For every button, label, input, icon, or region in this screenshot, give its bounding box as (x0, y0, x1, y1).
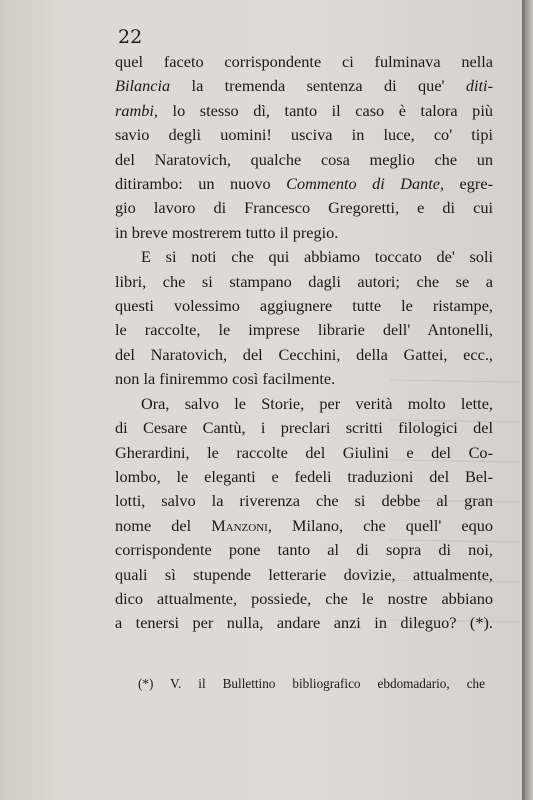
text-run: la tremenda sentenza di que' (170, 76, 466, 96)
text-run: Commento di Dante, (286, 174, 445, 194)
text-line (115, 611, 493, 635)
text-run: egre- (444, 174, 493, 194)
text-run: del Naratovich, del Cecchini, della Gattei, ecc., (115, 344, 493, 364)
text-line (115, 99, 493, 123)
page-number: 22 (118, 26, 143, 48)
text-line (115, 294, 493, 318)
text-run: quel faceto corrispondente ci fulminava nella (115, 52, 493, 71)
text-run: Bilancia (115, 76, 171, 96)
text-line (115, 465, 493, 489)
text-run: E si noti che qui abbiamo toccato de' soli (141, 247, 493, 267)
text-line (115, 270, 493, 294)
text-run: diti- (465, 76, 493, 96)
text-run: a tenersi per nulla, andare anzi in dileguo? (*). (115, 613, 493, 633)
text-line (115, 441, 493, 465)
text-run: questi volessimo aggiugnere tutte le ristampe, (115, 296, 493, 316)
text-run: Gherardini, le raccolte del Giulini e del Co- (115, 442, 493, 462)
body-text (115, 50, 493, 636)
text-line (115, 50, 493, 74)
footnote: (*) V. il Bullettino bibliografico ebdomadario, che (138, 676, 485, 691)
text-line (115, 343, 493, 367)
text-line (115, 221, 493, 245)
text-line (115, 148, 493, 172)
text-run: non la finiremmo così facilmente. (115, 369, 336, 389)
text-run: del Naratovich, qualche cosa meglio che un (115, 149, 493, 169)
text-run: lo stesso dì, tanto il caso è talora più (157, 100, 493, 120)
text-line (115, 514, 493, 538)
text-run: in breve mostrerem tutto il pregio. (115, 222, 339, 242)
text-run: gio lavoro di Francesco Gregoretti, e di cui (115, 198, 493, 218)
text-line (115, 563, 493, 587)
text-run: Ora, salvo le Storie, per verità molto lette, (141, 393, 493, 413)
text-run: lotti, salvo la riverenza che si debbe al gran (115, 491, 493, 511)
text-line (115, 172, 493, 196)
text-run: Milano, che quell' equo (271, 515, 493, 535)
text-run: ditirambo: un nuovo (115, 174, 287, 194)
text-line (115, 587, 493, 611)
text-run: le raccolte, le imprese librarie dell' Antonelli, (115, 320, 493, 340)
text-run: nome del (115, 515, 212, 535)
text-line (115, 318, 493, 342)
text-run: di Cesare Cantù, i preclari scritti filologici del (115, 418, 493, 438)
text-line (115, 538, 493, 562)
text-run: rambi, (115, 100, 158, 120)
text-run: savio degli uomini! usciva in luce, co' tipi (115, 125, 493, 145)
text-run: corrispondente pone tanto al di sopra di noi, (115, 540, 493, 560)
text-line (115, 367, 493, 391)
text-run: libri, che si stampano dagli autori; che se a (115, 271, 493, 291)
text-run: dico attualmente, possiede, che le nostre abbiano (115, 588, 493, 608)
text-line (115, 74, 493, 98)
page-edge-shadow (522, 0, 533, 800)
text-run: quali sì stupende letterarie dovizie, attualmente, (115, 564, 493, 584)
text-line (115, 123, 493, 147)
text-line (115, 392, 493, 416)
text-line (115, 489, 493, 513)
text-line (115, 245, 493, 269)
text-line (115, 196, 493, 220)
text-line (115, 416, 493, 440)
text-run: Manzoni, (211, 515, 272, 535)
text-run: lombo, le eleganti e fedeli traduzioni del Bel- (115, 466, 493, 486)
